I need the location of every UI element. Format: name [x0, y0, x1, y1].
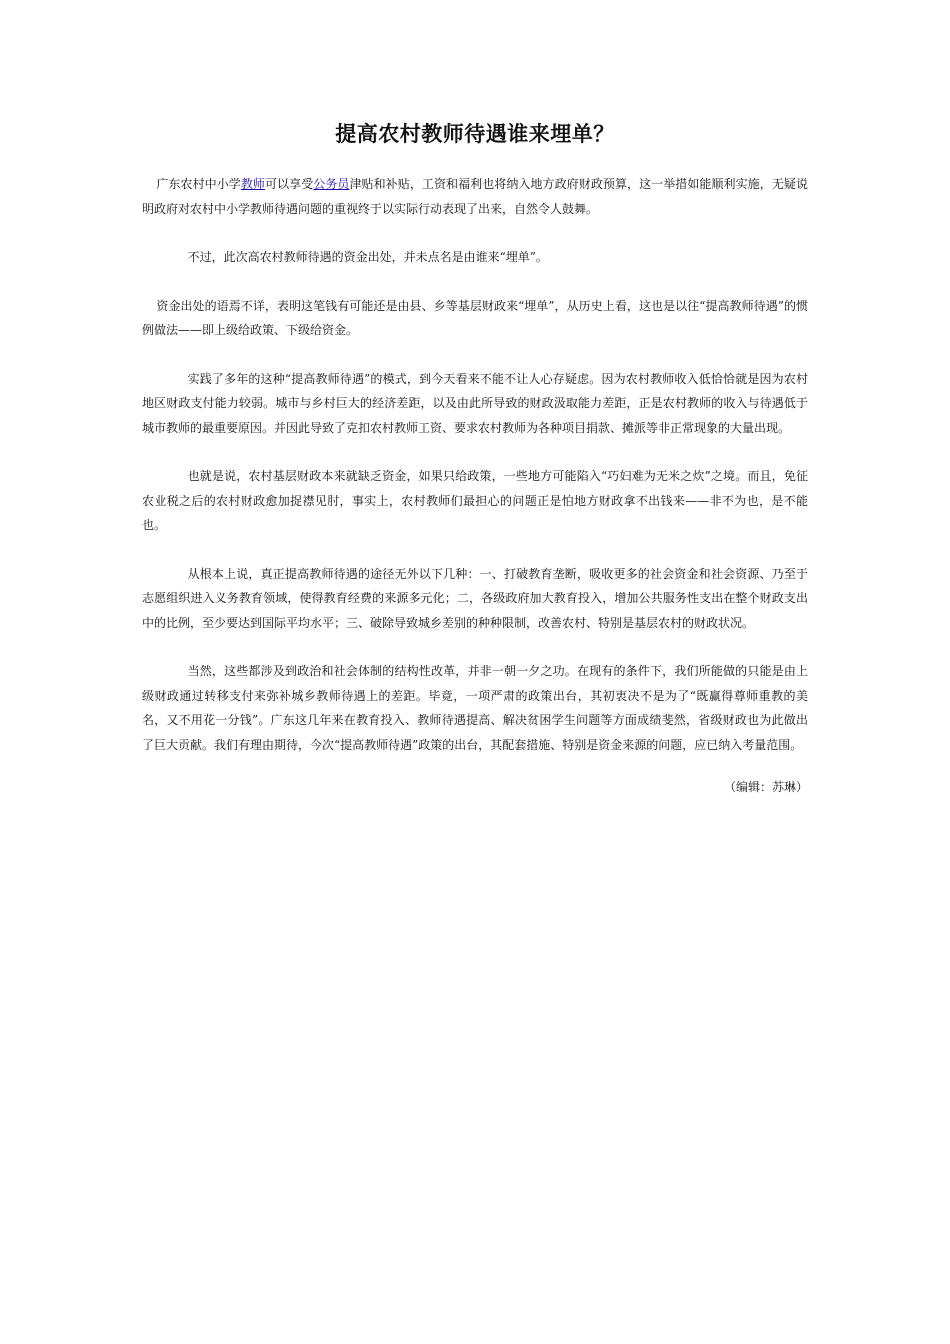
paragraph-1-text-c: 津贴和补贴，工资和福利也将纳入地方政府财政预算，这一举措如能顺利实施，无疑说明政府对农村中小学教师待遇问题的重视终于以实际行动表现了出来，自然令人鼓舞。	[142, 177, 808, 216]
paragraph-7: 当然，这些都涉及到政治和社会体制的结构性改革，并非一朝一夕之功。在现有的条件下，我们所能做的只能是由上级财政通过转移支付来弥补城乡教师待遇上的差距。毕竟，一项严肃的政策出台，其初衷决不是为了“既赢得尊师重教的美名，又不用花一分钱”。广东这几年来在教育投入、教师待遇提高、解决贫困学生问题等方面成绩斐然，省级财政也为此做出了巨大贡献。我们有理由期待，今次“提高教师待遇”政策的出台，其配套措施、特别是资金来源的问题，应已纳入考量范围。	[142, 664, 808, 752]
civil-servant-link[interactable]: 公务员	[313, 177, 350, 191]
paragraph-1-text-b: 可以享受	[265, 177, 314, 191]
paragraph-4: 实践了多年的这种“提高教师待遇”的模式，到今天看来不能不让人心存疑虑。因为农村教师收入低恰恰就是因为农村地区财政支付能力较弱。城市与乡村巨大的经济差距，以及由此所导致的财政汲取能力差距，正是农村教师的收入与待遇低于城市教师的最重要原因。并因此导致了克扣农村教师工资、要求农村教师为各种项目捐款、摊派等非正常现象的大量出现。	[142, 371, 808, 435]
teacher-link[interactable]: 教师	[240, 177, 265, 191]
paragraph-3: 资金出处的语焉不详，表明这笔钱有可能还是由县、乡等基层财政来“埋单”，从历史上看，这也是以往“提高教师待遇”的惯例做法——即上级给政策、下级给资金。	[142, 298, 808, 337]
article-title: 提高农村教师待遇谁来埋单？	[335, 122, 615, 146]
paragraph-2: 不过，此次高农村教师待遇的资金出处，并未点名是由谁来“埋单”。	[187, 250, 548, 264]
editor-credit: （编辑：苏琳）	[723, 780, 808, 794]
article	[142, 118, 808, 799]
paragraph-5: 也就是说，农村基层财政本来就缺乏资金，如果只给政策，一些地方可能陷入“巧妇难为无米之炊”之境。而且，免征农业税之后的农村财政愈加捉襟见肘，事实上，农村教师们最担心的问题正是怕地方财政拿不出钱来——非不为也，是不能也。	[142, 469, 808, 532]
paragraph-1-text-a: 广东农村中小学	[156, 177, 241, 191]
paragraph-1	[142, 172, 808, 221]
paragraph-6: 从根本上说，真正提高教师待遇的途径无外以下几种：一、打破教育垄断，吸收更多的社会资金和社会资源、乃至于志愿组织进入义务教育领域，使得教育经费的来源多元化；二，各级政府加大教育投入，增加公共服务性支出在整个财政支出中的比例，至少要达到国际平均水平；三、破除导致城乡差别的种种限制，改善农村、特别是基层农村的财政状况。	[142, 566, 808, 630]
